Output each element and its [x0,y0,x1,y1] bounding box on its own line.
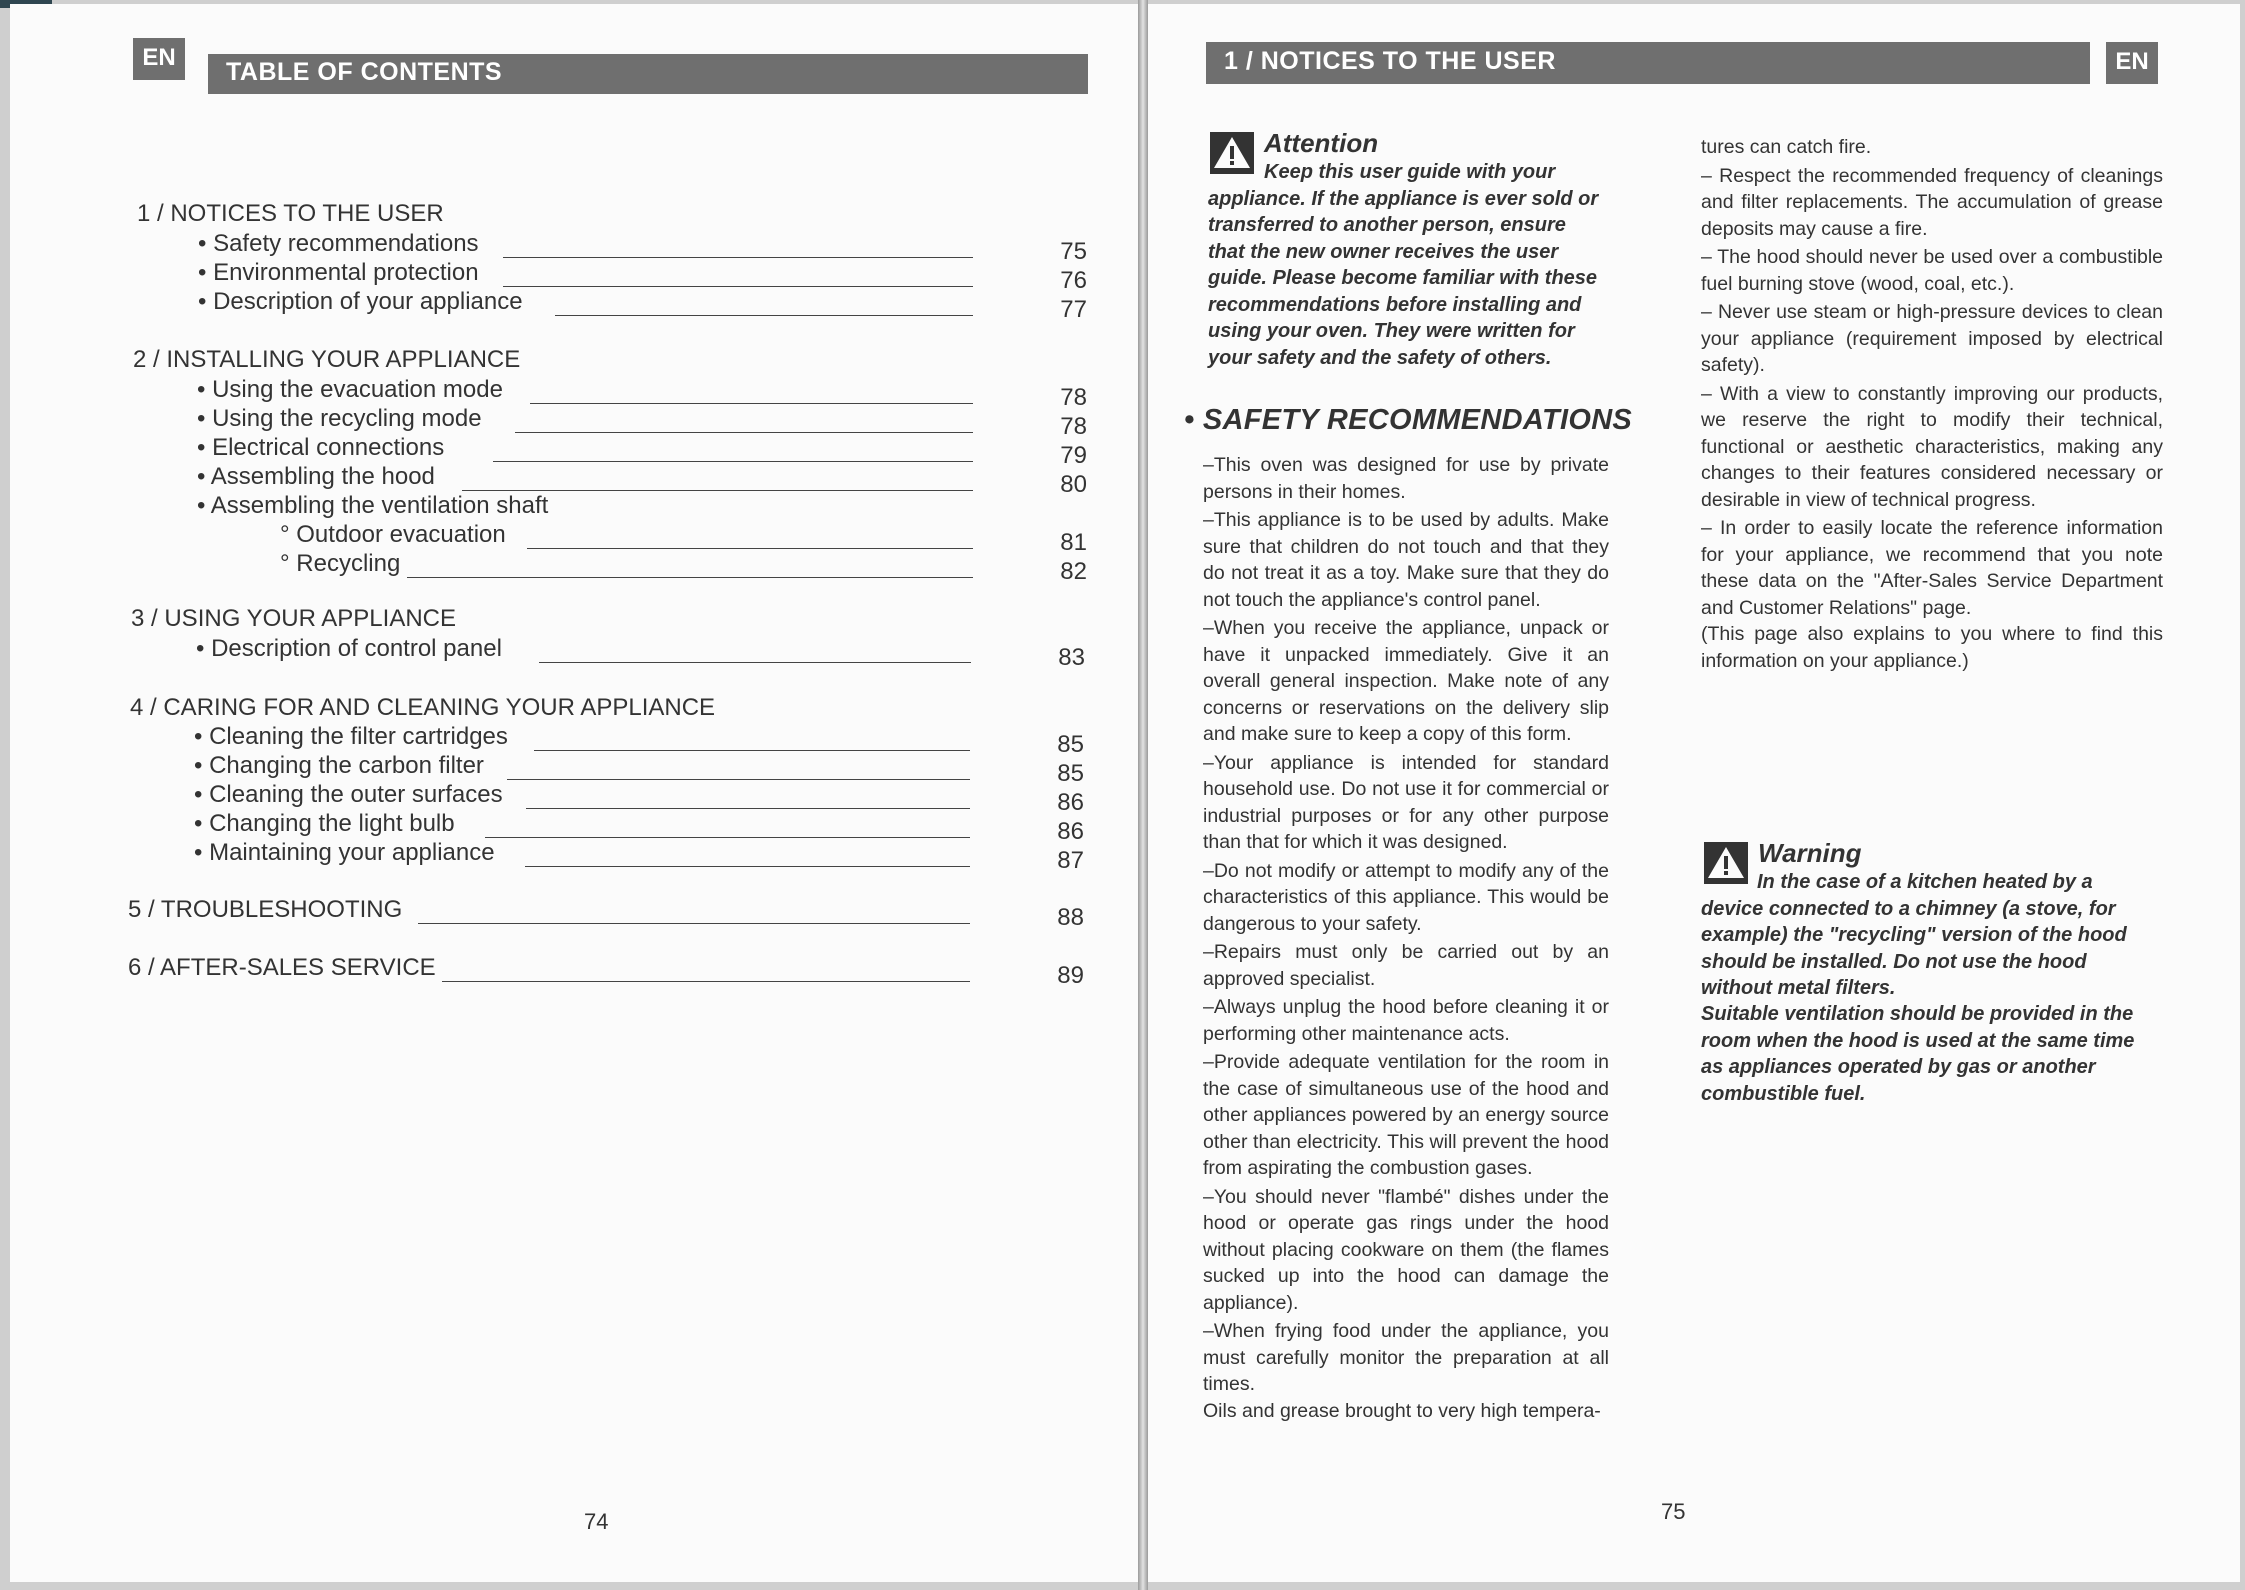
toc-page-number: 75 [1060,238,1087,265]
toc-header: TABLE OF CONTENTS [208,54,1088,94]
toc-item[interactable]: • Assembling the ventilation shaft [197,492,549,519]
safety-paragraph: –Always unplug the hood before cleaning it or performing other maintenance acts. [1203,996,1609,1045]
toc-page-number: 80 [1060,471,1087,498]
attention-title: Attention [1264,128,1379,158]
toc-section-5[interactable]: 5 / TROUBLESHOOTING [128,896,403,923]
toc-item[interactable]: • Assembling the hood [197,463,435,490]
toc-page-number: 89 [1057,962,1084,989]
toc-item[interactable]: • Using the recycling mode [197,405,482,432]
toc-section-2: 2 / INSTALLING YOUR APPLIANCE [133,346,521,373]
safety-heading: • SAFETY RECOMMENDATIONS [1184,404,1633,436]
toc-page-number: 78 [1060,413,1087,440]
page-number-left: 74 [584,1509,609,1534]
safety-paragraph: – With a view to constantly improving our products, we reserve the right to modify their technical, functional or aesthetic characteristics, making any changes to their features considered necessary or desirable in view of technical progress. [1701,382,2163,511]
toc-item[interactable]: • Environmental protection [198,259,479,286]
safety-paragraph: –This appliance is to be used by adults. Make sure that children do not touch and that they do not treat it as a toy. Make sure that they do not touch the appliance's control panel. [1203,509,1609,611]
safety-paragraph: Oils and grease brought to very high tempera- [1203,1399,1601,1422]
safety-paragraph: –Provide adequate ventilation for the room in the case of simultaneous use of the hood and other appliances powered by an energy source other than electricity. This will prevent the hood from aspirating the combustion gases. [1203,1051,1609,1179]
safety-paragraph: –When frying food under the appliance, you must carefully monitor the preparation at all times. [1203,1320,1609,1395]
toc-item[interactable]: • Description of your appliance [198,288,523,315]
toc-item[interactable]: • Cleaning the outer surfaces [194,781,503,808]
left-page [10,4,1138,1582]
warning-title: Warning [1758,838,1862,868]
toc-page-number: 83 [1058,644,1085,671]
book-gutter [1138,0,1148,1590]
toc-page-number: 88 [1057,904,1084,931]
toc-page-number: 82 [1060,558,1087,585]
toc-section-4: 4 / CARING FOR AND CLEANING YOUR APPLIANCE [130,694,716,721]
toc-section-6[interactable]: 6 / AFTER-SALES SERVICE [128,954,436,981]
warning-body-1: In the case of a kitchen heated by a device connected to a chimney (a stove, for example) the "recycling" version of the hood should be installed. Do not use the hood without metal filters. [1701,871,2127,999]
attention-body: Keep this user guide with your appliance. If the appliance is ever sold or transferred to another person, ensure that the new owner receives the user guide. Please become familiar with these recommendations before installing and using your oven. They were written for your safety and the safety of others. [1208,161,1599,369]
toc-page-number: 76 [1060,267,1087,294]
toc-page-number: 85 [1057,731,1084,758]
toc-item[interactable]: • Description of control panel [196,635,502,662]
toc-page-number: 86 [1057,818,1084,845]
toc-item[interactable]: • Electrical connections [197,434,445,461]
warning-body-2: Suitable ventilation should be provided in the room when the hood is used at the same time as appliances operated by gas or another combustible fuel. [1701,1003,2135,1105]
safety-paragraph: –Your appliance is intended for standard household use. Do not use it for commercial or industrial purposes or for any other purpose than that for which it was designed. [1203,751,1609,853]
toc-item[interactable]: • Changing the light bulb [194,810,455,837]
toc-item[interactable]: • Changing the carbon filter [194,752,484,779]
toc-page-number: 77 [1060,296,1087,323]
safety-paragraph: (This page also explains to you where to find this information on your appliance.) [1701,623,2163,672]
toc-page-number: 79 [1060,442,1087,469]
toc-item[interactable]: • Maintaining your appliance [194,839,495,866]
toc-item[interactable]: • Using the evacuation mode [197,376,503,403]
toc-page-number: 87 [1057,847,1084,874]
safety-column-2 [1701,134,2163,674]
page-number-right: 75 [1661,1499,1686,1524]
toc-section-3: 3 / USING YOUR APPLIANCE [131,605,456,632]
safety-paragraph: – In order to easily locate the reference information for your appliance, we recommend that you note these data on the "After-Sales Service Department and Customer Relations" page. [1701,517,2163,619]
lang-badge-left: EN [133,38,185,80]
safety-paragraph: –You should never "flambé" dishes under the hood or operate gas rings under the hood without placing cookware on them (the flames sucked up into the hood can damage the appliance). [1203,1185,1609,1314]
safety-paragraph: –When you receive the appliance, unpack or have it unpacked immediately. Give it an overall general inspection. Make note of any concerns or reservations on the delivery slip and make sure to keep a copy of this form. [1203,617,1609,745]
safety-paragraph: –This oven was designed for use by private persons in their homes. [1203,454,1609,503]
toc-item[interactable]: • Cleaning the filter cartridges [194,723,508,750]
safety-paragraph: –Do not modify or attempt to modify any of the characteristics of this appliance. This would be dangerous to your safety. [1203,859,1609,935]
safety-column-1 [1203,452,1609,1424]
toc-section-1: 1 / NOTICES TO THE USER [137,200,444,227]
toc-subitem[interactable]: ° Recycling [280,550,401,577]
toc-page-number: 78 [1060,384,1087,411]
toc-page-number: 85 [1057,760,1084,787]
toc-page-number: 86 [1057,789,1084,816]
safety-paragraph: – The hood should never be used over a combustible fuel burning stove (wood, coal, etc.). [1701,246,2163,295]
safety-paragraph: – Respect the recommended frequency of cleanings and filter replacements. The accumulation of grease deposits may cause a fire. [1701,164,2163,240]
right-page [1148,4,2240,1582]
toc-page-number: 81 [1060,529,1087,556]
notices-header: 1 / NOTICES TO THE USER [1206,42,2090,84]
safety-paragraph: tures can catch fire. [1701,136,1872,158]
safety-paragraph: – Never use steam or high-pressure devices to clean your appliance (requirement imposed by electrical safety). [1701,301,2163,376]
safety-paragraph: –Repairs must only be carried out by an approved specialist. [1203,941,1609,990]
lang-badge-right: EN [2106,42,2158,84]
toc-item[interactable]: • Safety recommendations [198,230,479,257]
toc-subitem[interactable]: ° Outdoor evacuation [280,521,506,548]
